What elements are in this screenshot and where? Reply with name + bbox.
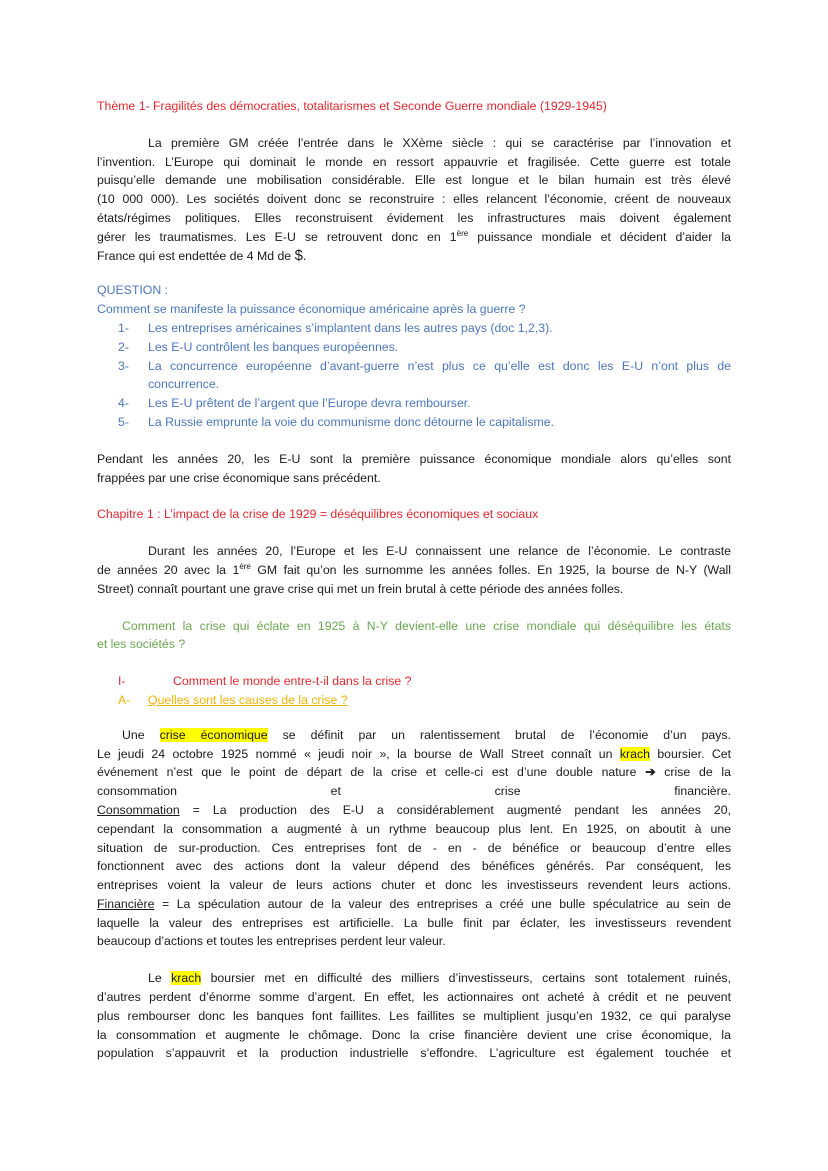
theme-title-text: Thème 1- Fragilités des démocraties, totalitarismes et Seconde Guerre mondiale (1929-1945) [97, 99, 607, 113]
underlined-term: Financière [97, 896, 155, 911]
highlighted-term: krach [171, 971, 202, 986]
text-run: Une [122, 727, 160, 742]
section-title: Comment le monde entre-t-il dans la crise ? [173, 674, 412, 689]
text-line: puisqu’elle demande une mobilisation considérable. Elle est longue et le bilan humain est très élevé [97, 173, 731, 188]
question-list-item [97, 394, 731, 413]
text-line: d’autres perdent d’énorme somme d’argent. En effet, les actionnaires ont acheté à crédit et ne peuvent [97, 990, 731, 1005]
subsection-number: A- [118, 692, 131, 707]
text-line: La concurrence européenne d’avant-guerre n’est plus ce qu’elle est donc les E-U n’ont plus de [148, 358, 731, 373]
section-number: I- [118, 674, 126, 689]
consequences-paragraph [97, 969, 731, 1063]
superscript: ère [239, 561, 251, 571]
text-line: La Russie emprunte la voie du communisme donc détourne le capitalisme. [148, 414, 555, 429]
text-line: concurrence. [148, 377, 220, 392]
question-list-item [97, 413, 731, 432]
subsection-title: Quelles sont les causes de la crise ? [148, 692, 348, 707]
text-line [97, 763, 731, 782]
text-line [97, 247, 731, 266]
list-item-text [148, 338, 731, 357]
text-line: Comment la crise qui éclate en 1925 à N-Y devient-elle une crise mondiale qui déséquilibre les états [122, 618, 731, 633]
underlined-term: Consommation [97, 802, 180, 817]
text-run: = La spéculation autour de la valeur des entreprises a créé une bulle spéculatrice au sein de [154, 896, 731, 911]
text-line: Street) connaît pourtant une grave crise qui met un frein brutal à cette période des années folles. [97, 581, 624, 596]
text-run: = La production des E-U a considérablement augmenté pendant les années 20, [179, 802, 731, 817]
text-run: de années 20 avec la 1 [97, 562, 240, 577]
text-line [97, 561, 731, 580]
text-line: Les E-U prêtent de l’argent que l’Europe devra rembourser. [148, 396, 471, 411]
question-list-item [97, 338, 731, 357]
summary-paragraph [97, 450, 731, 488]
question-block [97, 281, 731, 431]
text-run: Le jeudi 24 octobre 1925 nommé « jeudi noir », la bourse de Wall Street connaît un [97, 746, 620, 761]
text-run: GM fait qu’on les surnomme les années folles. En 1925, la bourse de N-Y (Wall [250, 562, 731, 577]
arrow-right-icon: ➔ [645, 765, 656, 780]
text-line: population s’appauvrit et la production industrielle s’effondre. L’agriculture est également touchée et [97, 1046, 731, 1061]
text-run: gérer les traumatismes. Les E-U se retrouvent donc en 1 [97, 229, 457, 244]
document-page [97, 97, 731, 1063]
question-list [97, 319, 731, 432]
list-number: 5- [118, 414, 129, 429]
text-line: consommation et crise financière. [97, 784, 731, 799]
question-prompt: Comment se manifeste la puissance économique américaine après la guerre ? [97, 302, 526, 317]
text-line [97, 969, 731, 988]
dollar-sign: $ [294, 246, 303, 264]
section-heading [97, 672, 731, 691]
text-line: la consommation et augmente le chômage. Donc la crise financière devient une crise économique, la [97, 1027, 731, 1042]
question-list-item [97, 357, 731, 395]
text-line: situation de sur-production. Ces entreprises font de - en - de bénéfice or beaucoup d’entre elles [97, 840, 731, 855]
text-line: Les E-U contrôlent les banques européennes. [148, 339, 399, 354]
list-number: 4- [118, 396, 129, 411]
text-run: boursier met en difficulté des milliers d’investisseurs, certains sont totalement ruinés, [201, 971, 731, 986]
list-number: 1- [118, 320, 129, 335]
section-headings [97, 672, 731, 710]
causes-paragraph [97, 726, 731, 952]
text-line: états/régimes politiques. Elles reconstruisent évidement les infrastructures mais doivent également [97, 210, 731, 225]
highlighted-term: krach [619, 746, 650, 761]
text-line: beaucoup d’actions et toutes les entreprises perdent leur valeur. [97, 934, 446, 949]
chapter-title [97, 505, 731, 524]
text-line [97, 726, 731, 745]
text-line: entreprises voient la valeur de leurs actions chuter et donc les investisseurs revendent leurs actions. [97, 878, 731, 893]
text-line: fonctionnent avec des actions dont la valeur dépend des bénéfices générés. Par conséquent, les [97, 859, 731, 874]
list-item-text [148, 357, 731, 395]
subsection-heading [97, 691, 731, 710]
text-line [97, 745, 731, 764]
text-run: . [302, 248, 307, 263]
text-line: laquelle la valeur des entreprises est artificielle. La bulle finit par éclater, les investisseurs revendent [97, 915, 731, 930]
chapter-title-text: Chapitre 1 : L’impact de la crise de 1929 = déséquilibres économiques et sociaux [97, 507, 539, 522]
text-run: puissance mondiale et décident d’aider la [468, 229, 731, 244]
list-number: 3- [118, 358, 129, 373]
text-line: plus rembourser donc les banques font faillites. Les faillites se multiplient jusqu’en 1932, ce qui paralyse [97, 1008, 731, 1023]
text-line [97, 895, 731, 914]
chapter-intro-paragraph [97, 542, 731, 598]
superscript: ère [456, 228, 469, 238]
text-line [97, 228, 731, 247]
text-run: crise de la [655, 765, 732, 780]
text-line: cependant la consommation a augmenté à un rythme beaucoup plus lent. En 1925, on aboutit à une [97, 821, 731, 836]
intro-paragraph [97, 134, 731, 266]
highlighted-term: crise économique [159, 727, 268, 742]
problematique-paragraph [97, 617, 731, 655]
question-label: QUESTION : [97, 283, 169, 298]
text-run: événement n’est que le point de départ de la crise et celle-ci est d’une double nature [97, 765, 646, 780]
text-run: boursier. Cet [649, 746, 731, 761]
text-line [97, 801, 731, 820]
text-line: l’invention. L’Europe qui dominait le monde en ressort appauvrie et fragilisée. Cette guerre est totale [97, 154, 731, 169]
text-line: Les entreprises américaines s’implantent dans les autres pays (doc 1,2,3). [148, 320, 553, 335]
text-line: et les sociétés ? [97, 637, 186, 652]
list-item-text [148, 319, 731, 338]
text-line: Pendant les années 20, les E-U sont la première puissance économique mondiale alors qu’elles sont [97, 451, 731, 466]
text-line: (10 000 000). Les sociétés doivent donc se reconstruire : elles relancent l’économie, créent de nouveaux [97, 192, 731, 207]
list-item-text [148, 413, 731, 432]
question-list-item [97, 319, 731, 338]
text-line: frappées par une crise économique sans précédent. [97, 470, 381, 485]
text-run: Le [148, 971, 172, 986]
text-line: Durant les années 20, l’Europe et les E-U connaissent une relance de l’économie. Le contraste [148, 544, 731, 559]
text-run: se définit par un ralentissement brutal de l’économie d’un pays. [267, 727, 731, 742]
text-line: La première GM créée l’entrée dans le XXème siècle : qui se caractérise par l’innovation et [148, 135, 731, 150]
list-item-text [148, 394, 731, 413]
list-number: 2- [118, 339, 129, 354]
theme-title [97, 97, 731, 116]
text-run: France qui est endettée de 4 Md de [97, 248, 295, 263]
